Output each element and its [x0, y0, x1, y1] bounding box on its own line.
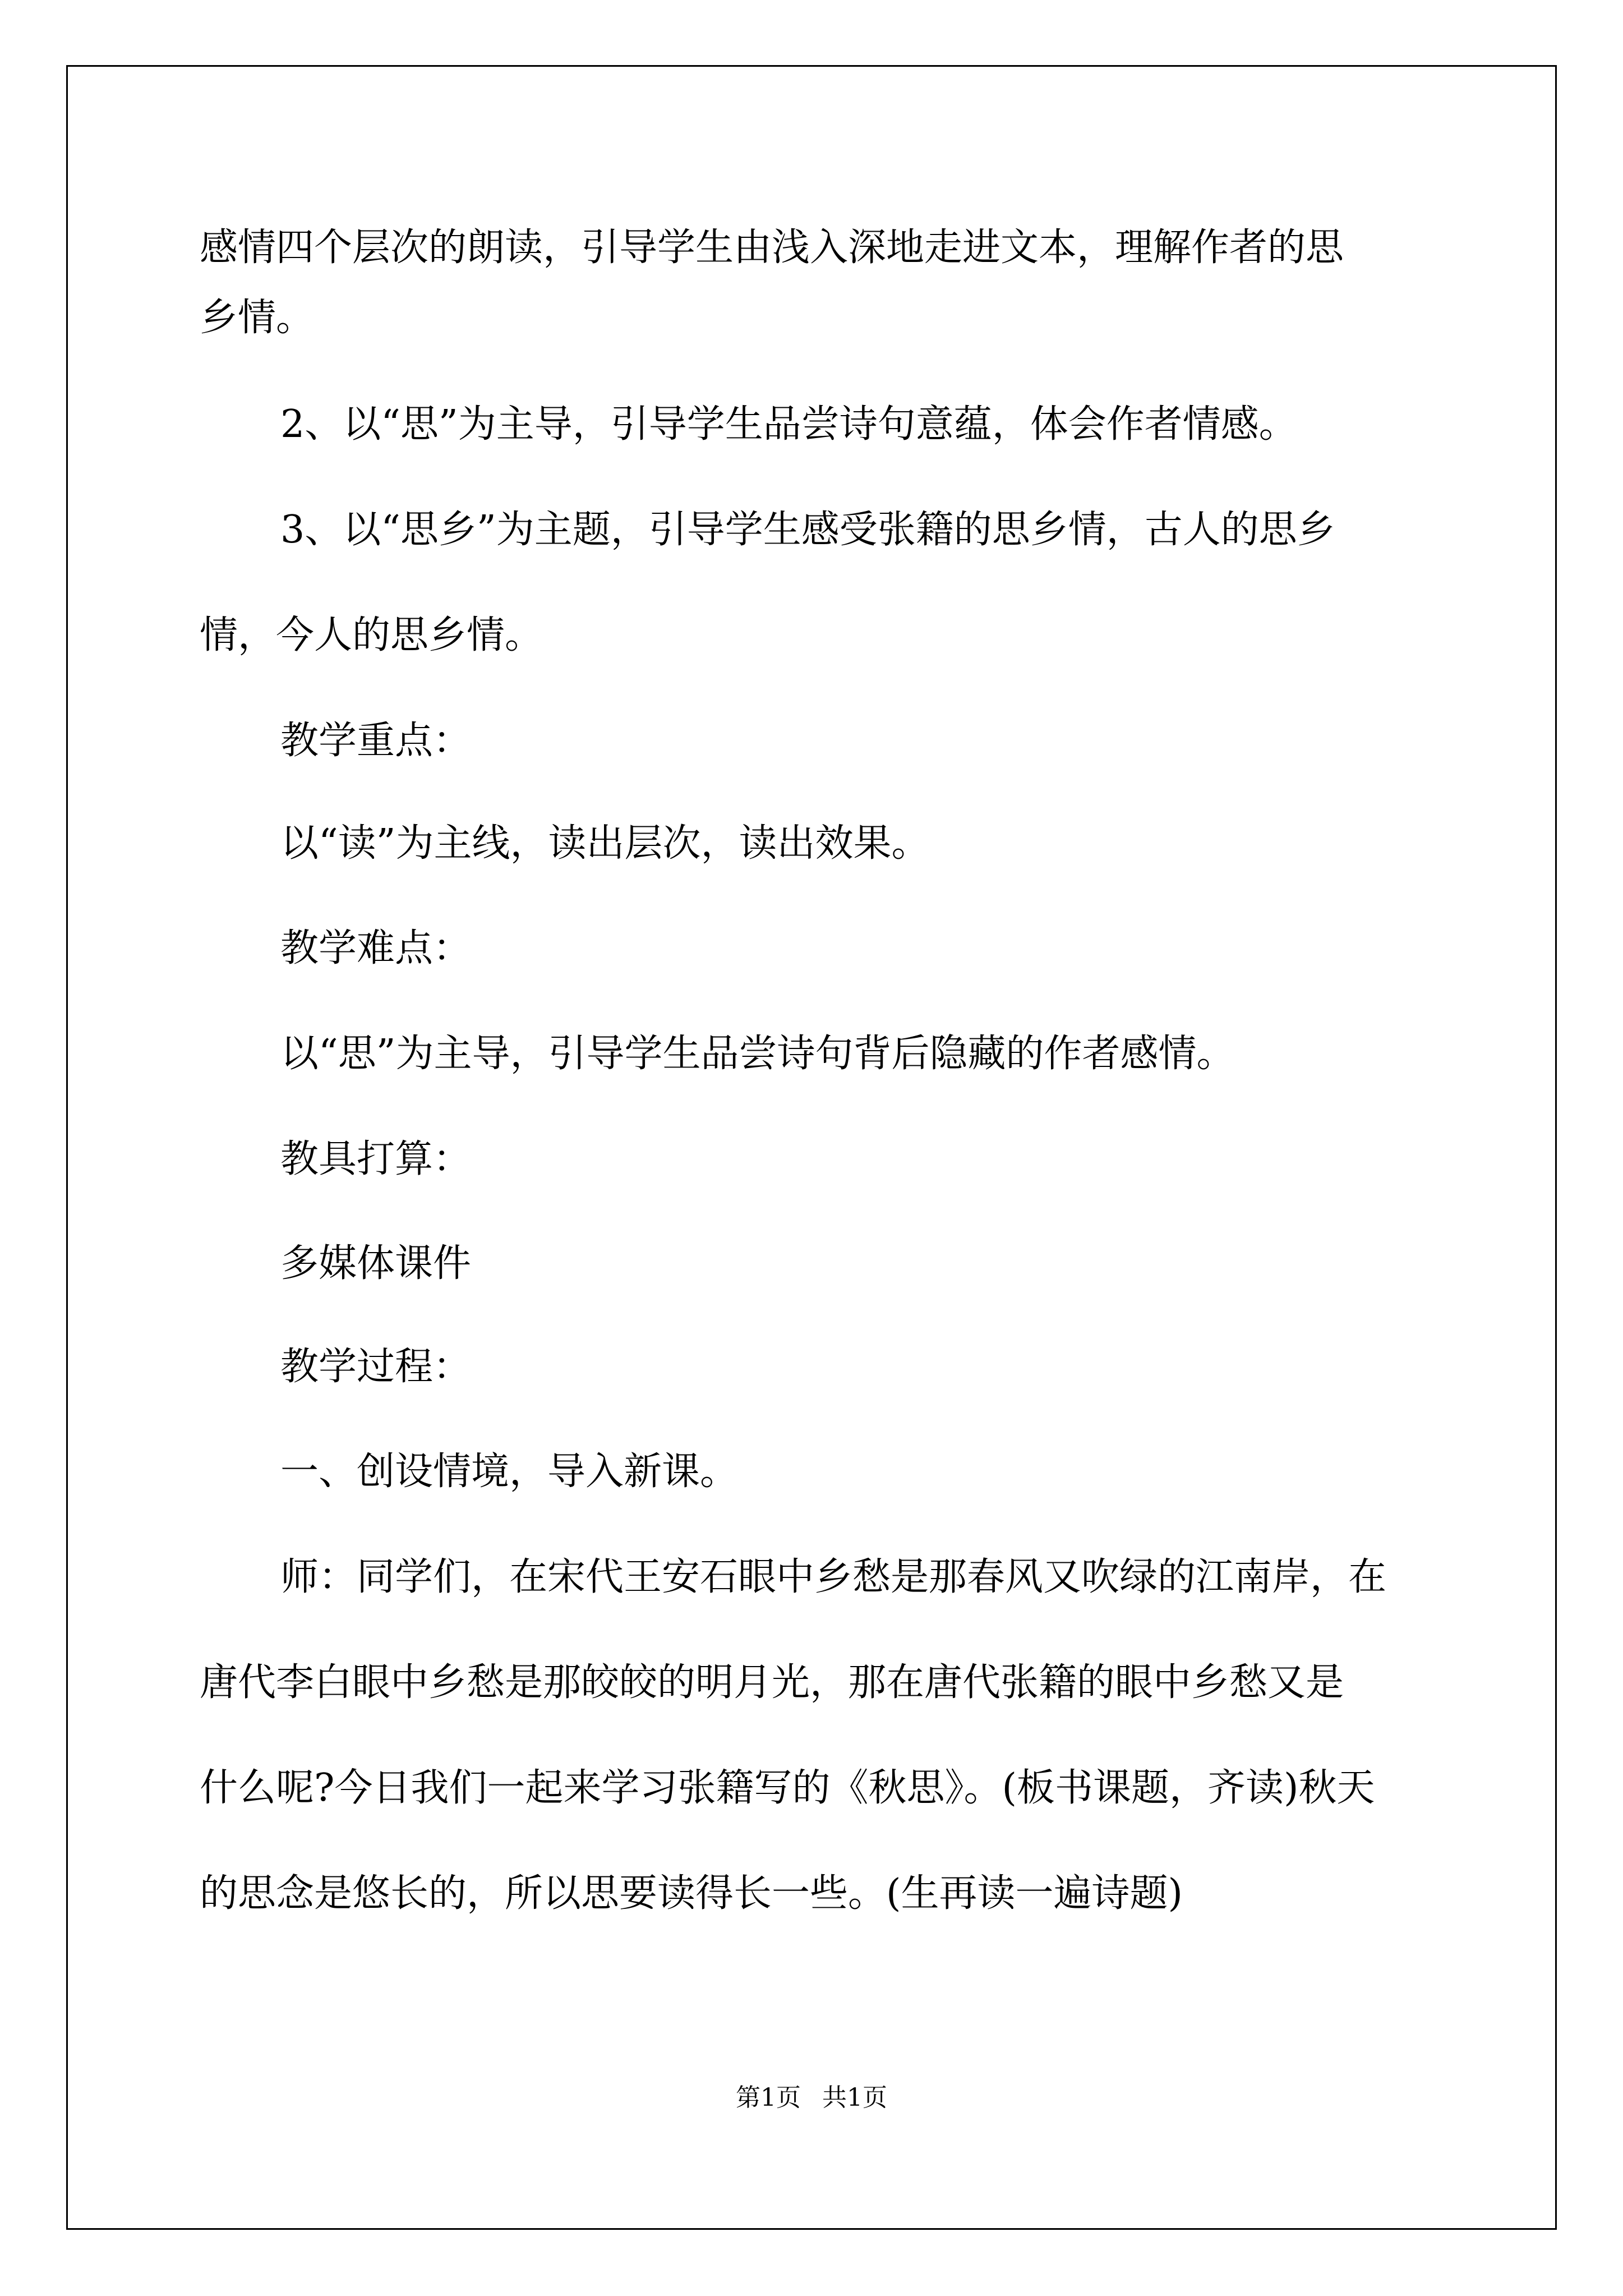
paragraph-6-line-1: 教学难点： — [280, 926, 472, 970]
paragraph-9-line-1: 多媒体课件 — [280, 1241, 472, 1286]
page-total: 共1页 — [822, 2083, 887, 2112]
page-footer — [0, 2082, 1623, 2114]
paragraph-12-line-4: 的思念是悠长的，所以思要读得长一些。(生再读一遍诗题) — [200, 1871, 1183, 1916]
paragraph-10-line-1: 教学过程： — [280, 1345, 472, 1389]
paragraph-3-line-2: 情，今人的思乡情。 — [200, 613, 543, 657]
paragraph-8-line-1: 教具打算： — [280, 1137, 472, 1181]
page-number: 第1页 — [736, 2083, 801, 2112]
paragraph-5-line-1: 以“读”为主线，读出层次，读出效果。 — [280, 821, 930, 866]
paragraph-1-line-1: 感情四个层次的朗读，引导学生由浅入深地走进文本，理解作者的思 — [200, 226, 1344, 270]
paragraph-1-line-2: 乡情。 — [200, 296, 315, 340]
paragraph-3-line-1: 3、以“思乡”为主题，引导学生感受张籍的思乡情，古人的思乡 — [280, 508, 1335, 552]
paragraph-12-line-2: 唐代李白眼中乡愁是那皎皎的明月光，那在唐代张籍的眼中乡愁又是 — [200, 1660, 1344, 1705]
paragraph-2-line-1: 2、以“思”为主导，引导学生品尝诗句意蕴，体会作者情感。 — [280, 402, 1297, 447]
paragraph-12-line-1: 师：同学们，在宋代王安石眼中乡愁是那春风又吹绿的江南岸，在 — [280, 1555, 1387, 1599]
paragraph-11-line-1: 一、创设情境，导入新课。 — [280, 1450, 739, 1494]
paragraph-12-line-3: 什么呢?今日我们一起来学习张籍写的《秋思》。(板书课题，齐读)秋天 — [200, 1766, 1375, 1810]
paragraph-7-line-1: 以“思”为主导，引导学生品尝诗句背后隐藏的作者感情。 — [280, 1032, 1235, 1076]
paragraph-4-line-1: 教学重点： — [280, 719, 472, 763]
